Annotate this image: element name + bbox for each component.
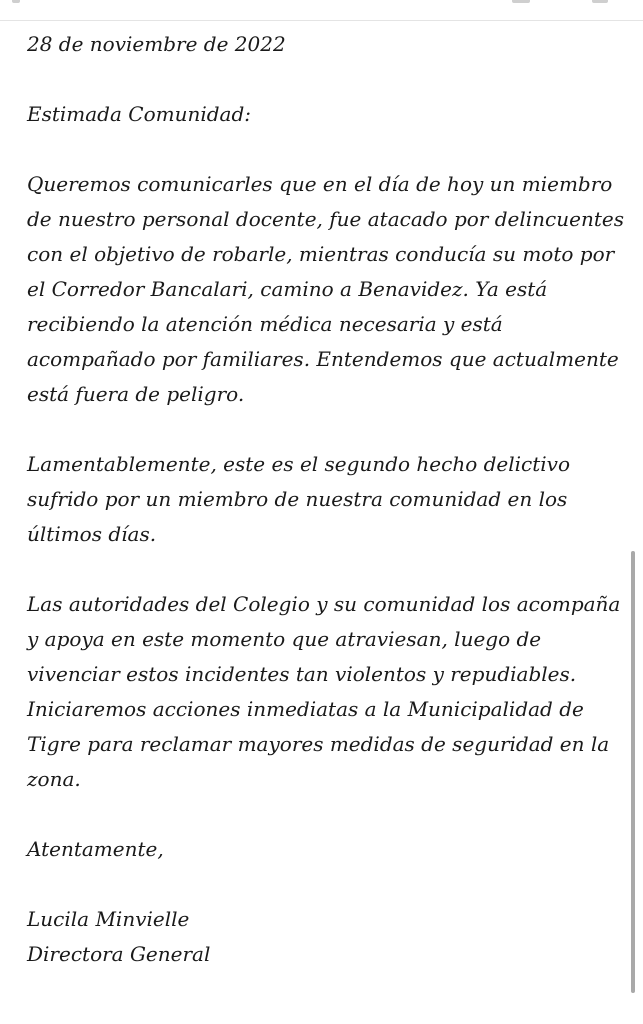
toolbar-icon[interactable] — [592, 0, 608, 3]
spacer — [27, 62, 627, 97]
signer-name: Lucila Minvielle — [27, 907, 190, 931]
spacer — [27, 132, 627, 167]
letter-paragraph-3: Las autoridades del Colegio y su comunidad los acompaña y apoya en este momento que atraviesan, luego de vivenciar estos incidentes tan violentos y repudiables. Iniciaremos acciones inmediatas a la Municipalidad de Tigre para reclamar mayores medidas de seguridad en la zona. — [27, 592, 621, 791]
letter-paragraph-1: Queremos comunicarles que en el día de hoy un miembro de nuestro personal docente, fue atacado por delincuentes con el objetivo de robarle, mientras conducía su moto por el Corredor Bancalari, camino a Benavidez. Ya está recibiendo la atención médica necesaria y está acompañado por familiares. Entendemos que actualmente está fuera de peligro. — [27, 172, 624, 406]
spacer — [27, 797, 627, 832]
letter-body — [27, 27, 627, 972]
spacer — [27, 552, 627, 587]
spacer — [27, 867, 627, 902]
toolbar-icon[interactable] — [512, 0, 530, 3]
back-icon[interactable] — [12, 0, 20, 3]
top-toolbar-edge — [0, 0, 643, 21]
letter-greeting: Estimada Comunidad: — [27, 102, 252, 126]
letter-closing: Atentamente, — [27, 837, 164, 861]
scrollbar[interactable] — [631, 551, 635, 993]
spacer — [27, 412, 627, 447]
signer-title: Directora General — [27, 942, 211, 966]
letter-paragraph-2: Lamentablemente, este es el segundo hecho delictivo sufrido por un miembro de nuestra comunidad en los últimos días. — [27, 452, 570, 546]
letter-date: 28 de noviembre de 2022 — [27, 32, 286, 56]
